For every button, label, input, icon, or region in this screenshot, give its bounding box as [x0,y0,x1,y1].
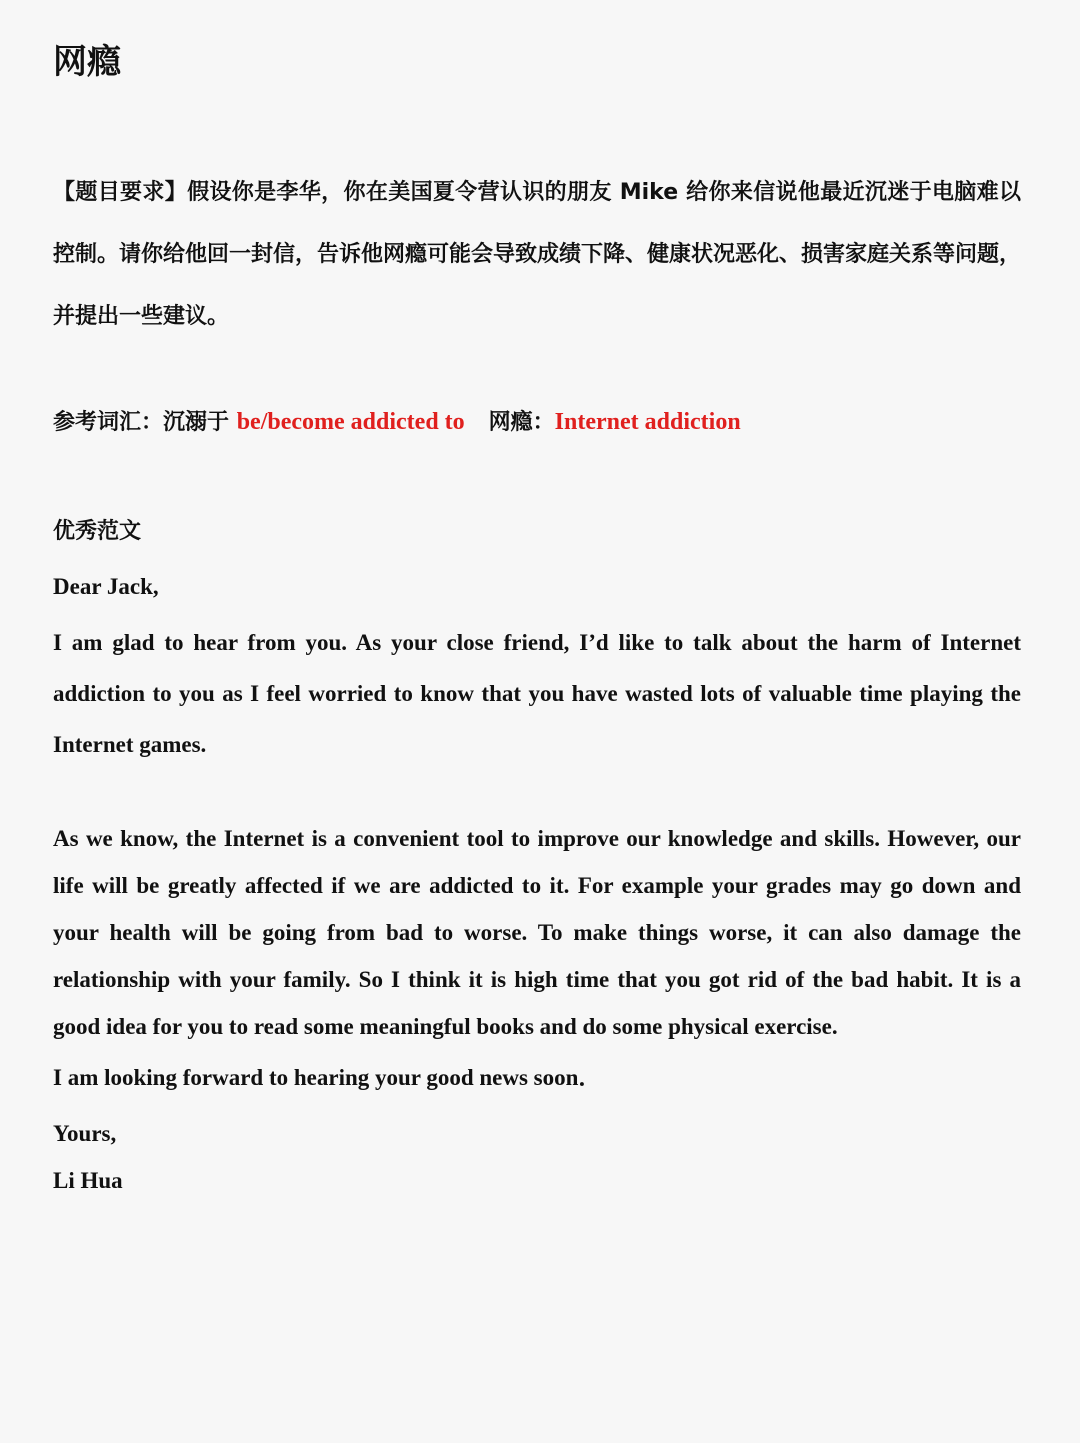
vocab-term-addicted: be/become addicted to [236,409,465,435]
letter-paragraph-1: I am glad to hear from you. As your close friend, I’d like to talk about the harm of Internet addiction to you as I feel worried to know that you have wasted lots of valuable time playing the Internet games. [53,630,1021,757]
task-requirement: 【题目要求】假设你是李华，你在美国夏令营认识的朋友 Mike 给你来信说他最近沉迷于电脑难以控制。请你给他回一封信，告诉他网瘾可能会导致成绩下降、健康状况恶化、损害家庭关系等问题，并提出一些建议。 [53,180,1022,329]
letter-sign-off: Yours, [53,1121,117,1146]
model-essay-heading: 优秀范文 [53,519,142,544]
letter-signature: Li Hua [53,1168,123,1193]
vocab-label: 参考词汇：沉溺于 [53,410,230,435]
letter-paragraph-2: As we know, the Internet is a convenient tool to improve our knowledge and skills. However, our life will be greatly affected if we are addicted to it. For example your grades may go down and your health will be going from bad to worse. To make things worse, it can also damage the relationship with your family. So I think it is high time that you got rid of the bad habit. It is a good idea for you to read some meaningful books and do some physical exercise. [53,826,1021,1039]
vocab-term2-label: 网瘾： [488,410,555,435]
letter-greeting: Dear Jack, [53,574,159,599]
vocab-term-internet-addiction: Internet addiction [554,409,741,435]
letter-closing-line: I am looking forward to hearing your good news soon． [53,1065,602,1090]
reference-vocabulary [53,402,741,443]
page-title: 网瘾 [53,42,121,82]
